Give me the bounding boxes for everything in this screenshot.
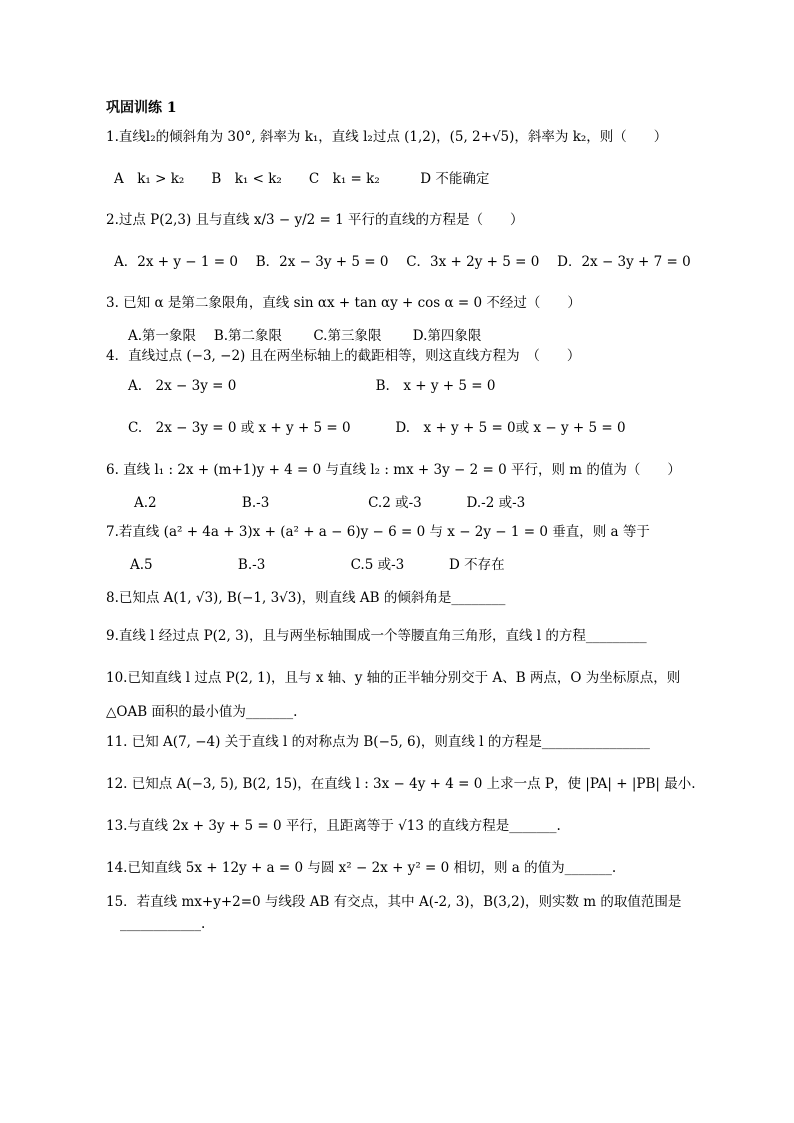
question-11: 11. 已知 A(7, −4) 关于直线 l 的对称点为 B(−5, 6)，则直线 l 的方程是________________ (106, 734, 650, 750)
question-15: 15．若直线 mx+y+2=0 与线段 AB 有交点，其中 A(-2, 3)，B(3,2)，则实数 m 的取值范围是 (106, 894, 682, 910)
question-8: 8.已知点 A(1, √3), B(−1, 3√3)，则直线 AB 的倾斜角是________ (106, 590, 506, 606)
question-4-options-cd: C. 2x − 3y = 0 或 x + y + 5 = 0 D. x + y + 5 = 0或 x − y + 5 = 0 (128, 420, 626, 436)
question-15-blank: ____________. (120, 916, 206, 932)
question-9: 9.直线 l 经过点 P(2, 3)，且与两坐标轴围成一个等腰直角三角形，直线 l 的方程_________ (106, 628, 647, 644)
question-12: 12. 已知点 A(−3, 5), B(2, 15)，在直线 l : 3x − 4y + 4 = 0 上求一点 P，使 |PA| + |PB| 最小. (106, 776, 696, 792)
question-2-options: A．2x + y − 1 = 0 B．2x − 3y + 5 = 0 C．3x + 2y + 5 = 0 D．2x − 3y + 7 = 0 (114, 254, 691, 270)
question-7-options: A.5 B.-3 C.5 或-3 D 不存在 (130, 557, 505, 573)
question-10: 10.已知直线 l 过点 P(2, 1)，且与 x 轴、y 轴的正半轴分别交于 A、B 两点，O 为坐标原点，则 (106, 670, 681, 686)
worksheet-title: 巩固训练 1 (106, 100, 177, 116)
question-2: 2.过点 P(2,3) 且与直线 x/3 − y/2 = 1 平行的直线的方程是（ ） (106, 212, 524, 228)
question-7: 7.若直线 (a² + 4a + 3)x + (a² + a − 6)y − 6 = 0 与 x − 2y − 1 = 0 垂直，则 a 等于 (106, 524, 650, 540)
question-6: 6. 直线 l₁ : 2x + (m+1)y + 4 = 0 与直线 l₂ : mx + 3y − 2 = 0 平行，则 m 的值为（ ） (106, 462, 681, 478)
question-3-options: A.第一象限 B.第二象限 C.第三象限 D.第四象限 (128, 328, 482, 344)
question-1-options: A k₁ > k₂ B k₁ < k₂ C k₁ = k₂ D 不能确定 (114, 171, 490, 187)
question-4: 4．直线过点 (−3, −2) 且在两坐标轴上的截距相等，则这直线方程为 （ ） (106, 348, 581, 364)
question-1: 1.直线l₂的倾斜角为 30°, 斜率为 k₁，直线 l₂过点 (1,2)，(5, 2+√5)，斜率为 k₂，则（ ） (106, 129, 668, 145)
question-13: 13.与直线 2x + 3y + 5 = 0 平行，且距离等于 √13 的直线方程是_______. (106, 818, 561, 834)
question-4-options-ab: A. 2x − 3y = 0 B. x + y + 5 = 0 (128, 378, 496, 394)
question-6-options: A.2 B.-3 C.2 或-3 D.-2 或-3 (134, 495, 526, 511)
question-14: 14.已知直线 5x + 12y + a = 0 与圆 x² − 2x + y² = 0 相切，则 a 的值为_______. (106, 860, 617, 876)
question-3: 3. 已知 α 是第二象限角，直线 sin αx + tan αy + cos α = 0 不经过（ ） (106, 295, 581, 311)
question-10-continued: △OAB 面积的最小值为_______. (106, 704, 298, 720)
